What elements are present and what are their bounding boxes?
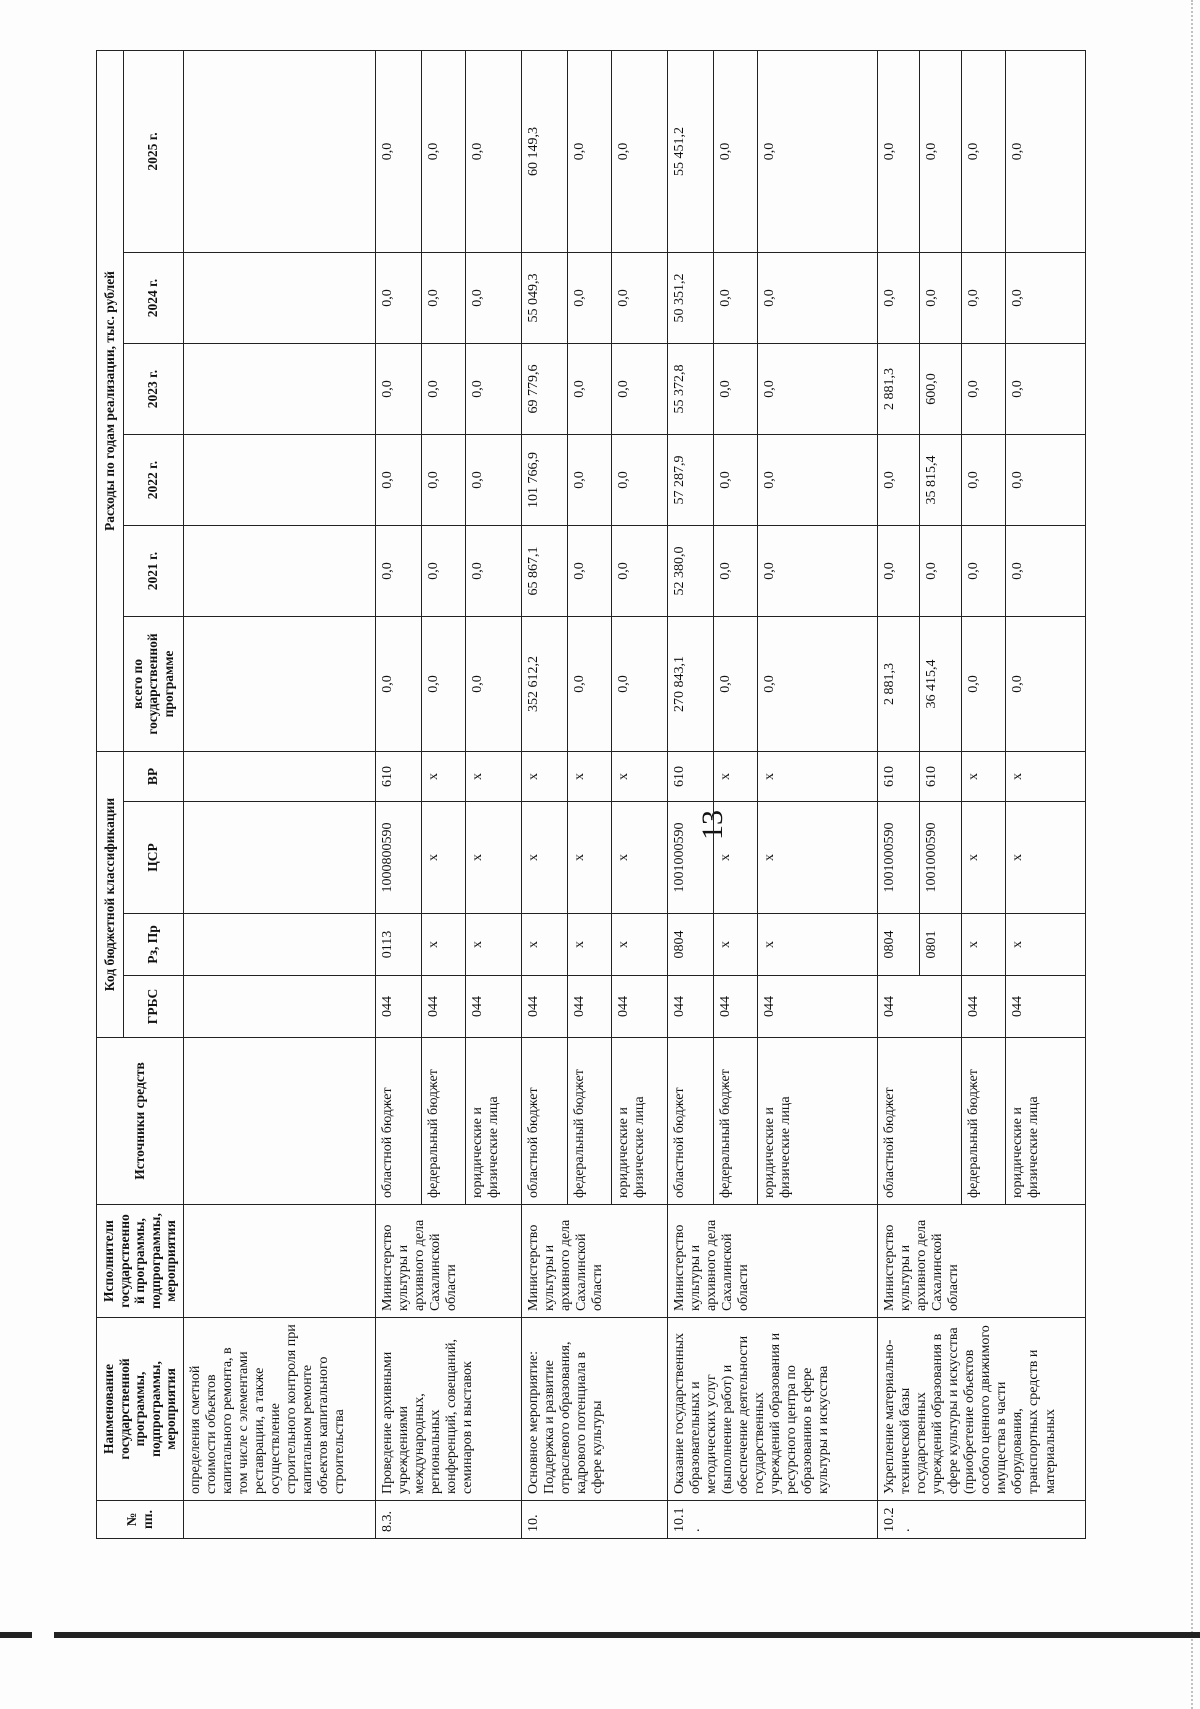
row-source: федеральный бюджет [713,1038,757,1205]
cell-csr: 1000800590 [375,802,421,914]
cell-2025: 0,0 [465,50,521,252]
cell-2022: 0,0 [375,435,421,526]
page-number: 13 [696,810,729,840]
cell-vr: х [757,752,877,802]
cell-rzpr: 0804 [667,914,713,976]
cell-2024: 0,0 [611,253,667,344]
cell-2024: 0,0 [421,253,465,344]
cell-2021: 0,0 [1005,526,1085,617]
cell-2023: 2 881,3 [877,344,919,435]
cell-grbs: 044 [521,976,567,1038]
cell-vr: х [465,752,521,802]
cell-csr: х [611,802,667,914]
cell-2025: 0,0 [375,50,421,252]
row-source: юридические и физические лица [757,1038,877,1205]
cell-2022: 0,0 [713,435,757,526]
header-executors: Исполнители государственной программы, подпрограммы, мероприятия [97,1205,184,1318]
row-source: областной бюджет [667,1038,713,1205]
cell-2023: 0,0 [611,344,667,435]
cell-2023: 600,0 [919,344,961,435]
cell-rzpr: х [421,914,465,976]
cell-rzpr: х [713,914,757,976]
row-num: 8.3. [375,1501,521,1539]
cell-total: 0,0 [713,617,757,752]
table-row [667,50,713,1538]
header-2021: 2021 г. [123,526,183,617]
cell-2025: 0,0 [961,50,1005,252]
cell-csr: х [521,802,567,914]
cell-total: 0,0 [757,617,877,752]
row-source: юридические и физические лица [1005,1038,1085,1205]
row-source: областной бюджет [521,1038,567,1205]
row-name: Проведение архивными учреждениями международных, региональных конференций, совещаний, семинаров и выставок [375,1318,521,1501]
cell-2021: 52 380,0 [667,526,713,617]
row-num: 10.2. [877,1501,1085,1539]
cell-vr: х [713,752,757,802]
cell-2023: 0,0 [1005,344,1085,435]
cell-2025: 0,0 [1005,50,1085,252]
cell-csr: х [421,802,465,914]
cell-2021: 0,0 [611,526,667,617]
cell-2024: 0,0 [375,253,421,344]
cell-2021: 65 867,1 [521,526,567,617]
row-source: областной бюджет [375,1038,421,1205]
cell-total: 0,0 [465,617,521,752]
cell-2022: 57 287,9 [667,435,713,526]
cell-2023: 0,0 [961,344,1005,435]
row-num: 10.1. [667,1501,877,1539]
cell-2023: 0,0 [713,344,757,435]
cell-grbs: 044 [611,976,667,1038]
header-vr: ВР [123,752,183,802]
cell-vr: 610 [375,752,421,802]
cell-rzpr: х [961,914,1005,976]
cell-2021: 0,0 [877,526,919,617]
cell-total: 36 415,4 [919,617,961,752]
cell-vr: х [961,752,1005,802]
cell-total: 0,0 [375,617,421,752]
row-name-continuation: определения сметной стоимости объектов капитального ремонта, в том числе с элементами реставрации, а также осуществление строительного контроля при капитальном ремонте объектов капитального строительства [183,1318,375,1501]
cell-2025: 0,0 [919,50,961,252]
cell-2025: 0,0 [421,50,465,252]
cell-rzpr: х [567,914,611,976]
cell-grbs: 044 [567,976,611,1038]
row-executor: Министерство культуры и архивного дела Сахалинской области [375,1205,521,1318]
row-executor: Министерство культуры и архивного дела Сахалинской области [667,1205,877,1318]
table-row [877,50,919,1538]
cell-csr: 1001000590 [877,802,919,914]
cell-csr: 1001000590 [667,802,713,914]
cell-total: 2 881,3 [877,617,919,752]
cell-rzpr: х [465,914,521,976]
cell-rzpr: 0113 [375,914,421,976]
cell-2023: 0,0 [375,344,421,435]
cell-2022: 0,0 [757,435,877,526]
cell-total: 0,0 [611,617,667,752]
cell-2022: 35 815,4 [919,435,961,526]
header-expenses-group: Расходы по годам реализации, тыс. рублей [97,50,124,751]
cell-2025: 0,0 [713,50,757,252]
cell-2024: 0,0 [961,253,1005,344]
cell-csr: 1001000590 [919,802,961,914]
cell-2021: 0,0 [375,526,421,617]
cell-csr: х [713,802,757,914]
cell-grbs: 044 [1005,976,1085,1038]
cell-vr: 610 [919,752,961,802]
cell-2024: 0,0 [877,253,919,344]
cell-csr: х [961,802,1005,914]
header-sources: Источники средств [97,1038,184,1205]
cell-csr: х [465,802,521,914]
cell-2025: 0,0 [567,50,611,252]
row-source: федеральный бюджет [567,1038,611,1205]
header-csr: ЦСР [123,802,183,914]
cell-2022: 0,0 [421,435,465,526]
cell-2025: 60 149,3 [521,50,567,252]
cell-2025: 0,0 [611,50,667,252]
cell-2024: 55 049,3 [521,253,567,344]
header-bk-group: Код бюджетной классификации [97,752,124,1038]
cell-2024: 0,0 [713,253,757,344]
row-source: юридические и физические лица [465,1038,521,1205]
cell-vr: х [421,752,465,802]
cell-vr: х [1005,752,1085,802]
cell-vr: х [567,752,611,802]
cell-2023: 0,0 [757,344,877,435]
cell-2021: 0,0 [421,526,465,617]
header-rzpr: Рз, Пр [123,914,183,976]
cell-grbs: 044 [667,976,713,1038]
cell-2022: 0,0 [1005,435,1085,526]
row-name: Укрепление материально-технической базы государственных учреждений образования в сфере культуры и искусства (приобретение объектов особого ценного движимого имущества в части оборудования, транспортных средств и материальных [877,1318,1085,1501]
row-executor: Министерство культуры и архивного дела Сахалинской области [521,1205,667,1318]
cell-vr: 610 [667,752,713,802]
row-source: федеральный бюджет [421,1038,465,1205]
header-num: № пп. [97,1501,184,1539]
row-num: 10. [521,1501,667,1539]
rotated-table-container [96,51,1200,1539]
cell-grbs: 044 [757,976,877,1038]
row-source: федеральный бюджет [961,1038,1005,1205]
header-name: Наименование государственной программы, подпрограммы, мероприятия [97,1318,184,1501]
header-grbs: ГРБС [123,976,183,1038]
cell-rzpr: х [611,914,667,976]
header-2024: 2024 г. [123,253,183,344]
cell-rzpr: х [757,914,877,976]
cell-total: 0,0 [1005,617,1085,752]
budget-table [96,50,1086,1539]
cell-2023: 0,0 [421,344,465,435]
cell-2024: 0,0 [1005,253,1085,344]
cell-grbs: 044 [421,976,465,1038]
cell-grbs: 044 [375,976,421,1038]
cell-vr: 610 [877,752,919,802]
cell-2022: 0,0 [877,435,919,526]
row-source: областной бюджет [877,1038,961,1205]
cell-2023: 0,0 [567,344,611,435]
cell-vr: х [611,752,667,802]
row-source: юридические и физические лица [611,1038,667,1205]
cell-csr: х [1005,802,1085,914]
cell-2021: 0,0 [465,526,521,617]
cell-2023: 69 779,6 [521,344,567,435]
cell-2021: 0,0 [961,526,1005,617]
cell-total: 0,0 [567,617,611,752]
cell-2024: 50 351,2 [667,253,713,344]
cell-2025: 0,0 [877,50,919,252]
cell-2024: 0,0 [465,253,521,344]
cell-2024: 0,0 [567,253,611,344]
cell-2021: 0,0 [757,526,877,617]
cell-2024: 0,0 [919,253,961,344]
cell-csr: х [757,802,877,914]
cell-2022: 0,0 [961,435,1005,526]
cell-rzpr: х [521,914,567,976]
cell-total: 0,0 [421,617,465,752]
cell-vr: х [521,752,567,802]
table-row [183,50,375,1538]
cell-2022: 101 766,9 [521,435,567,526]
row-executor: Министерство культуры и архивного дела Сахалинской области [877,1205,1085,1318]
row-name: Оказание государственных образовательных и методических услуг (выполнение работ) и обеспечение деятельности государственных учреждений образования и ресурсного центра по образованию в сфере культуры и искусства [667,1318,877,1501]
cell-2023: 55 372,8 [667,344,713,435]
cell-2021: 0,0 [713,526,757,617]
cell-csr: х [567,802,611,914]
header-2025: 2025 г. [123,50,183,252]
cell-rzpr: 0801 [919,914,961,976]
cell-2024: 0,0 [757,253,877,344]
header-2022: 2022 г. [123,435,183,526]
cell-rzpr: х [1005,914,1085,976]
header-2023: 2023 г. [123,344,183,435]
cell-total: 352 612,2 [521,617,567,752]
row-name: Основное мероприятие: Поддержка и развитие отраслевого образования, кадрового потенциала в сфере культуры [521,1318,667,1501]
table-row [521,50,567,1538]
cell-grbs: 044 [961,976,1005,1038]
cell-total: 0,0 [961,617,1005,752]
cell-2025: 55 451,2 [667,50,713,252]
cell-2022: 0,0 [611,435,667,526]
cell-grbs: 044 [877,976,961,1038]
cell-2025: 0,0 [757,50,877,252]
header-row-1 [97,50,124,1538]
cell-grbs: 044 [465,976,521,1038]
cell-2022: 0,0 [567,435,611,526]
cell-rzpr: 0804 [877,914,919,976]
cell-2021: 0,0 [567,526,611,617]
header-total: всего по государственной программе [123,617,183,752]
scan-bottom-border [0,1632,1200,1638]
cell-2022: 0,0 [465,435,521,526]
cell-total: 270 843,1 [667,617,713,752]
cell-2023: 0,0 [465,344,521,435]
scan-bottom-gap [32,1632,54,1638]
cell-2021: 0,0 [919,526,961,617]
table-row [375,50,421,1538]
cell-grbs: 044 [713,976,757,1038]
rotated-table-stage [96,51,1200,1539]
